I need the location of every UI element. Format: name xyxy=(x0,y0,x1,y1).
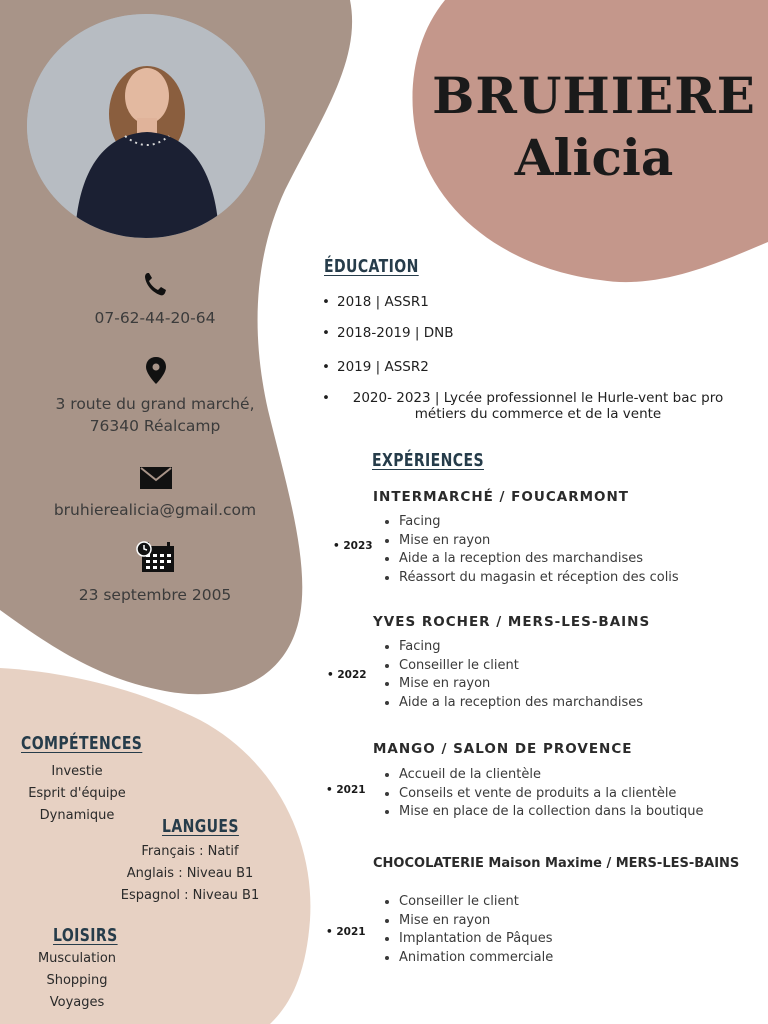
job-task: • Réassort du magasin et réception des colis xyxy=(399,569,679,588)
skills-title: COMPÉTENCES xyxy=(21,733,143,754)
education-title: ÉDUCATION xyxy=(324,256,419,277)
languages-title: LANGUES xyxy=(162,816,239,837)
email-address[interactable]: bruhierealicia@gmail.com xyxy=(53,501,257,519)
hobby-item: Shopping xyxy=(46,973,108,988)
job-year: • 2022 xyxy=(327,669,367,681)
phone-icon xyxy=(136,267,176,301)
last-name: BRUHIERE xyxy=(432,66,756,125)
calendar-icon xyxy=(134,538,178,574)
job-year: • 2023 xyxy=(333,540,373,552)
job-task: • Animation commerciale xyxy=(399,949,553,968)
address-line2: 76340 Réalcamp xyxy=(89,417,221,435)
job-year: • 2021 xyxy=(326,926,366,938)
job-task: • Mise en rayon xyxy=(399,532,679,551)
language-item: Français : Natif xyxy=(141,844,239,859)
hobbies-title: LOISIRS xyxy=(53,925,118,946)
job-task-list xyxy=(383,766,704,822)
hobby-item: Musculation xyxy=(37,951,117,966)
job-task: • Mise en place de la collection dans la boutique xyxy=(399,803,704,822)
job-company: CHOCOLATERIE Maison Maxime / MERS-LES-BAINS xyxy=(373,856,740,871)
skills-list xyxy=(7,761,147,827)
job-task: • Conseils et vente de produits a la clientèle xyxy=(399,785,704,804)
education-item: • 2019 | ASSR2 xyxy=(322,359,429,375)
language-item: Espagnol : Niveau B1 xyxy=(120,888,260,903)
phone-number[interactable]: 07-62-44-20-64 xyxy=(94,309,216,327)
job-task-list xyxy=(383,638,643,712)
job-company: YVES ROCHER / MERS-LES-BAINS xyxy=(373,614,651,630)
envelope-icon xyxy=(136,462,176,496)
profile-photo xyxy=(27,14,265,238)
hobbies-list xyxy=(16,948,138,1014)
job-task: • Aide a la reception des marchandises xyxy=(399,550,679,569)
education-item: • 2018-2019 | DNB xyxy=(322,325,453,341)
job-year: • 2021 xyxy=(326,784,366,796)
languages-list xyxy=(110,841,270,907)
job-task: • Implantation de Pâques xyxy=(399,930,553,949)
job-company: MANGO / SALON DE PROVENCE xyxy=(373,741,633,757)
job-task: • Facing xyxy=(399,638,643,657)
job-task: • Aide a la reception des marchandises xyxy=(399,694,643,713)
address-line1: 3 route du grand marché, xyxy=(55,395,255,413)
job-task: • Conseiller le client xyxy=(399,893,553,912)
experiences-title: EXPÉRIENCES xyxy=(372,450,484,471)
skill-item: Esprit d'équipe xyxy=(28,786,126,801)
job-task: • Facing xyxy=(399,513,679,532)
job-task: • Accueil de la clientèle xyxy=(399,766,704,785)
job-task-list xyxy=(383,893,553,967)
skill-item: Investie xyxy=(51,764,103,779)
education-item: • 2020- 2023 | Lycée professionnel le Hurle-vent bac pro métiers du commerce et de la vente xyxy=(322,390,732,422)
birth-date: 23 septembre 2005 xyxy=(78,586,232,604)
location-pin-icon xyxy=(136,354,176,388)
job-task: • Mise en rayon xyxy=(399,912,553,931)
skill-item: Dynamique xyxy=(39,808,115,823)
job-task: • Conseiller le client xyxy=(399,657,643,676)
hobby-item: Voyages xyxy=(49,995,105,1010)
job-task: • Mise en rayon xyxy=(399,675,643,694)
first-name: Alicia xyxy=(514,128,674,187)
job-company: INTERMARCHÉ / FOUCARMONT xyxy=(373,489,630,505)
education-item: • 2018 | ASSR1 xyxy=(322,294,429,310)
language-item: Anglais : Niveau B1 xyxy=(126,866,254,881)
job-task-list xyxy=(383,513,679,587)
